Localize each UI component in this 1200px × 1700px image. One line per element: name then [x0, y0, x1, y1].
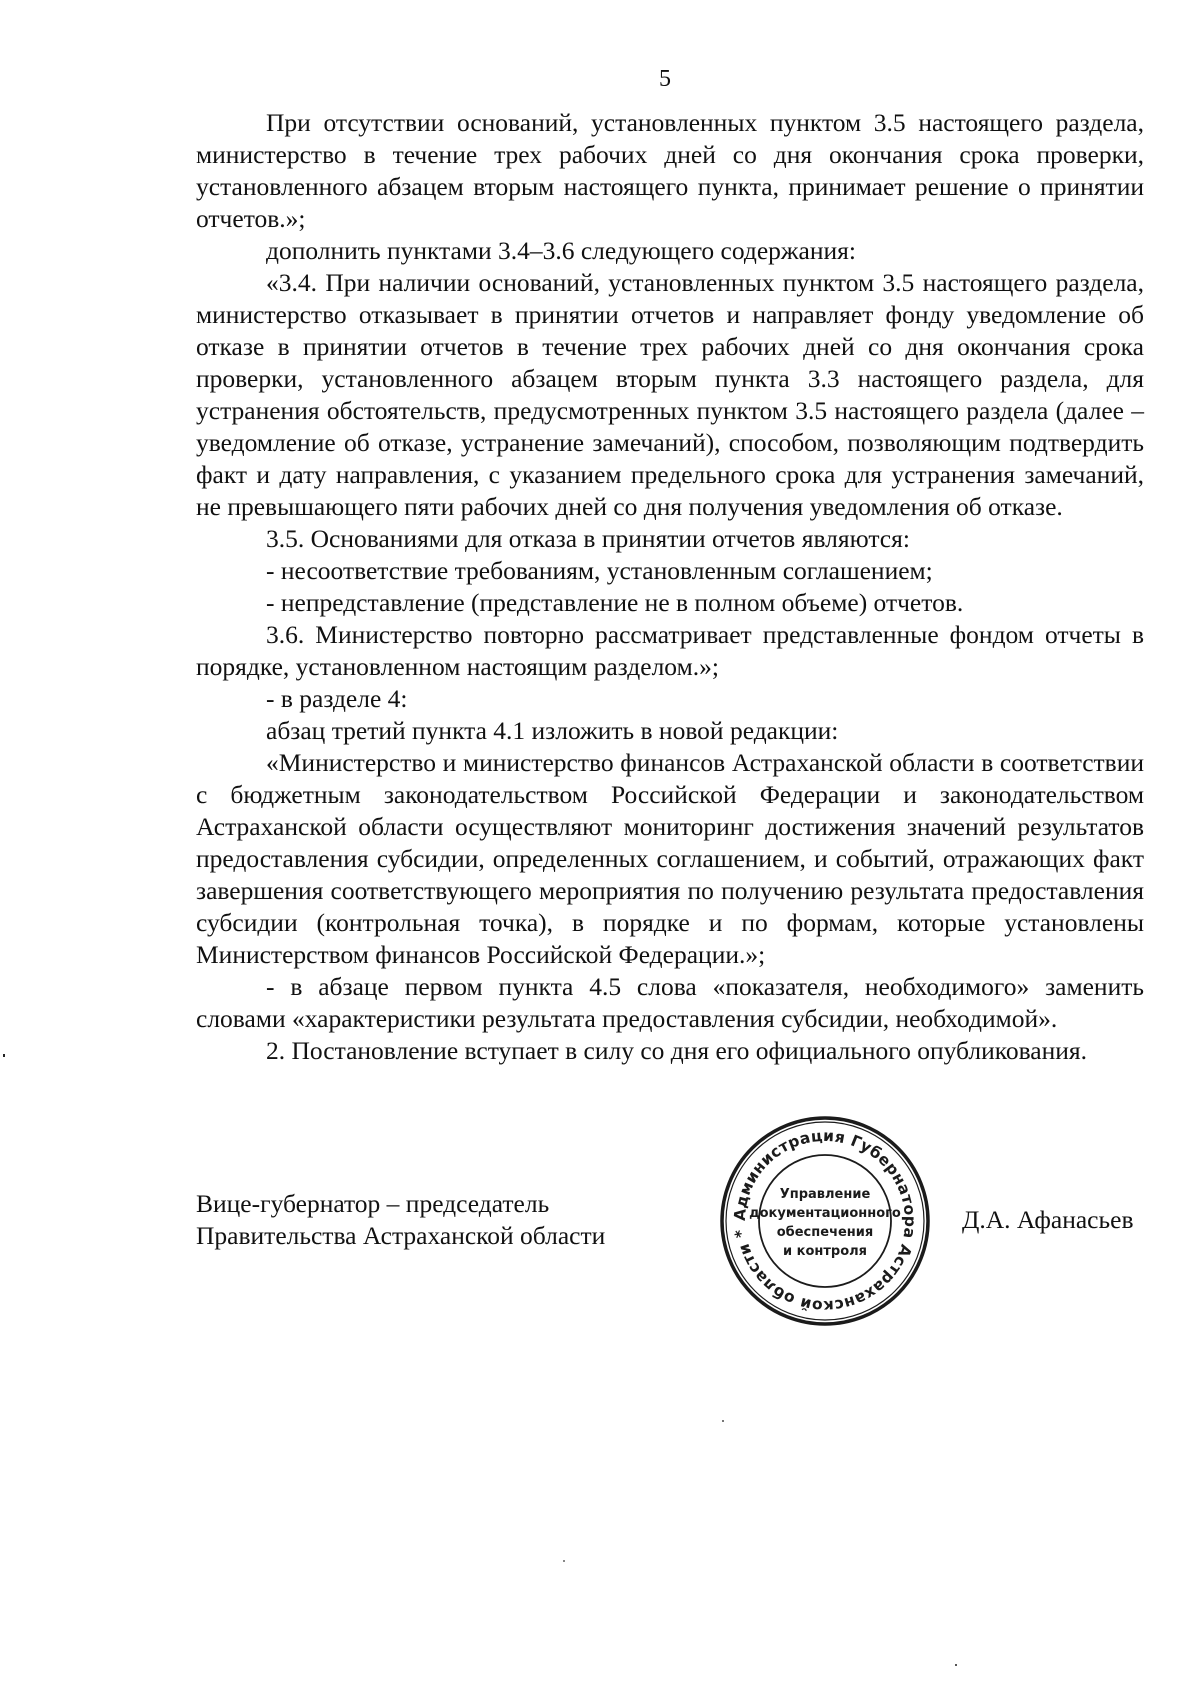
paragraph: абзац третий пункта 4.1 изложить в новой редакции:: [266, 716, 839, 745]
seal-ring-text: Администрация Губернатора Астраханской области *: [730, 1126, 920, 1316]
scan-speck: [955, 1664, 957, 1666]
signatory-position: [196, 1188, 605, 1252]
signatory-position-line: Вице-губернатор – председатель: [196, 1189, 550, 1218]
document-body: [196, 107, 1144, 1067]
paragraph: дополнить пунктами 3.4–3.6 следующего содержания:: [266, 236, 856, 265]
paragraph: - в абзаце первом пункта 4.5 слова «показателя, необходимого» заменить словами «характеристики результата предоставления субсидии, необходимой».: [196, 972, 1144, 1033]
scan-speck: [563, 1560, 565, 1562]
scan-speck: [3, 1054, 5, 1057]
official-seal: [718, 1114, 932, 1328]
paragraph: - несоответствие требованиям, установленным соглашением;: [266, 556, 933, 585]
signatory-name: Д.А. Афанасьев: [962, 1205, 1134, 1234]
seal-center-line: Управление: [779, 1187, 871, 1202]
seal-center-line: и контроля: [782, 1244, 868, 1259]
paragraph: - непредставление (представление не в полном объеме) отчетов.: [266, 588, 964, 617]
scan-speck: [722, 1420, 724, 1422]
paragraph: 3.5. Основаниями для отказа в принятии отчетов являются:: [266, 524, 910, 553]
page-number: 5: [659, 66, 671, 92]
paragraph: «Министерство и министерство финансов Астраханской области в соответствии с бюджетным законодательством Российской Федерации и законодательством Астраханской области осуществляют мониторинг достижения значений результатов предоставления субсидии, определенных соглашением, и событий, отражающих факт завершения соответствующего мероприятия по получению результата предоставления субсидии (контрольная точка), в порядке и по формам, которые установлены Министерством финансов Российской Федерации.»;: [196, 748, 1144, 969]
paragraph: 3.6. Министерство повторно рассматривает представленные фондом отчеты в порядке, установленном настоящим разделом.»;: [196, 620, 1144, 681]
paragraph: «3.4. При наличии оснований, установленных пунктом 3.5 настоящего раздела, министерство отказывает в принятии отчетов и направляет фонду уведомление об отказе в принятии отчетов в течение трех рабочих дней со дня окончания срока проверки, установленного абзацем вторым пункта 3.3 настоящего раздела, для устранения обстоятельств, предусмотренных пунктом 3.5 настоящего раздела (далее – уведомление об отказе, устранение замечаний), способом, позволяющим подтвердить факт и дату направления, с указанием предельного срока для устранения замечаний, не превышающего пяти рабочих дней со дня получения уведомления об отказе.: [196, 268, 1144, 521]
paragraph: - в разделе 4:: [266, 684, 408, 713]
paragraph: 2. Постановление вступает в силу со дня его официального опубликования.: [266, 1036, 1087, 1065]
seal-center-line: обеспечения: [776, 1225, 874, 1240]
paragraph: При отсутствии оснований, установленных пунктом 3.5 настоящего раздела, министерство в течение трех рабочих дней со дня окончания срока проверки, установленного абзацем вторым настоящего пункта, принимает решение о принятии отчетов.»;: [196, 108, 1144, 233]
signatory-position-line: Правительства Астраханской области: [196, 1221, 606, 1250]
seal-center-line: документационного: [749, 1206, 901, 1221]
